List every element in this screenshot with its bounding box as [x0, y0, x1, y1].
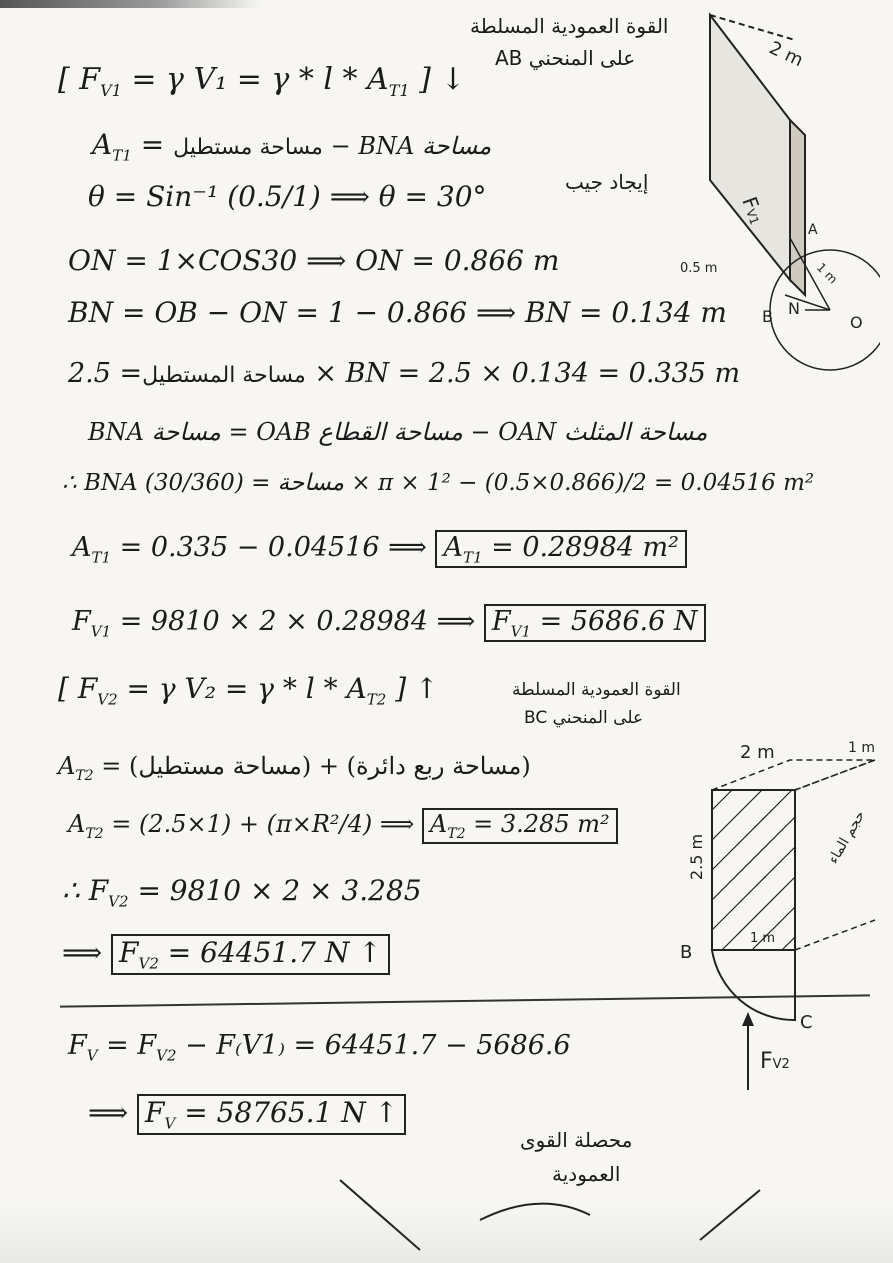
equation-fv2-result: ⟹ $F_{V2} = 64451.7$ N ↑: [62, 934, 390, 975]
equation-at2-result: $A_{T2} = (2.5\times 1) + (\pi\times R^2/4)$ ⟹ $A_{T2} = 3.285$ m²: [68, 808, 618, 844]
equation-fv1-definition: [ $F_{V1} = \gamma$ $V_1 = \gamma * l * A_{T1}$ ] ↓: [58, 62, 466, 100]
diagram2-radius-label: 1 m: [750, 931, 776, 946]
note-force-ab-1: القوة العمودية المسلطة: [470, 14, 669, 38]
result-box-at2: $A_{T2} = 3.285$ m²: [422, 808, 618, 844]
result-box-fv1: $F_{V1} = 5686.6$ N: [484, 604, 706, 642]
equation-on: ON = 1×COS30 ⟹ ON = 0.866 m: [68, 244, 560, 277]
diagram2-height-label: 2.5 m: [687, 833, 706, 880]
equation-at2-composition: $A_{T2}$ = (مساحة مستطيل) + (مساحة ربع دائرة): [58, 752, 531, 784]
equation-fv2-definition: [ $F_{V2} = \gamma$ $V_2 = \gamma * l * A_{T2}$ ] ↑: [58, 672, 439, 709]
equation-theta: θ = Sin⁻¹ (0.5/1) ⟹ θ = 30°: [88, 180, 487, 213]
diagram-gate-bc: [670, 730, 885, 1100]
equation-bna-value: ∴ BNA مساحة = (30/360) × π × 1² − (0.5×0.866)/2 = 0.04516 m²: [62, 470, 815, 496]
equation-at1-area: $A_{T1}$ = مساحة مستطيل − BNA مساحة: [92, 128, 492, 165]
note-force-bc-1: القوة العمودية المسلطة: [512, 680, 681, 700]
diagram1-radius-label: 1 m: [813, 260, 841, 287]
diagram2-force-label: FV2: [760, 1049, 790, 1074]
diagram1-point-n: N: [788, 299, 800, 318]
diagram2-dim-top: 2 m: [740, 742, 775, 763]
equation-fv2-substitution: ∴ $F_{V2} = 9810 \times 2 \times 3.285$: [62, 874, 422, 911]
diagram2-point-c: C: [800, 1012, 813, 1033]
diagram1-point-b: B: [762, 307, 773, 326]
diagram1-force-label: FV1: [737, 193, 764, 227]
note-force-ab-2: على المنحني AB: [495, 46, 636, 70]
result-box-at1: $A_{T1} = 0.28984$ m²: [435, 530, 687, 568]
note-resultant-1: محصلة القوى: [520, 1128, 633, 1152]
result-box-fv: $F_V = 58765.1$ N ↑: [137, 1094, 406, 1135]
equation-bna-relation: BNA مساحة = OAB مساحة القطاع − OAN مساحة المثلث: [88, 418, 708, 446]
diagram1-point-a: A: [808, 222, 818, 238]
scan-shadow: [0, 1203, 893, 1263]
diagram2-water-note: حجم الماء: [825, 808, 869, 867]
diagram1-dim-label: 2 m: [765, 37, 807, 72]
diagram1-point-o: O: [850, 313, 863, 332]
equation-bn: BN = OB − ON = 1 − 0.866 ⟹ BN = 0.134 m: [68, 296, 727, 329]
equation-rectangle-area: مساحة المستطيل= 2.5 × BN = 2.5 × 0.134 = 0.335 m: [68, 358, 741, 389]
diagram2-dim-corner: 1 m: [848, 740, 875, 756]
diagram2-point-b: B: [680, 942, 693, 963]
scan-smudge: [0, 0, 260, 8]
result-box-fv2: $F_{V2} = 64451.7$ N ↑: [111, 934, 390, 975]
diagram-gate-ab: [680, 10, 880, 410]
note-force-bc-2: على المنحني BC: [524, 708, 644, 728]
equation-fv1-result: $F_{V1} = 9810 \times 2 \times 0.28984$ ⟹ $F_{V1} = 5686.6$ N: [72, 604, 706, 642]
equation-fv-total: $F_V = F_{V2} - F_(V1_) = 64451.7 - 5686.6$: [68, 1030, 571, 1065]
note-sine-hint: إيجاد جيب: [565, 170, 649, 194]
equation-fv-result: ⟹ $F_V = 58765.1$ N ↑: [88, 1094, 406, 1135]
equation-at1-result: $A_{T1} = 0.335 - 0.04516$ ⟹ $A_{T1} = 0.28984$ m²: [72, 530, 687, 568]
note-resultant-2: العمودية: [552, 1162, 621, 1186]
diagram1-depth-label: 0.5 m: [680, 261, 718, 276]
